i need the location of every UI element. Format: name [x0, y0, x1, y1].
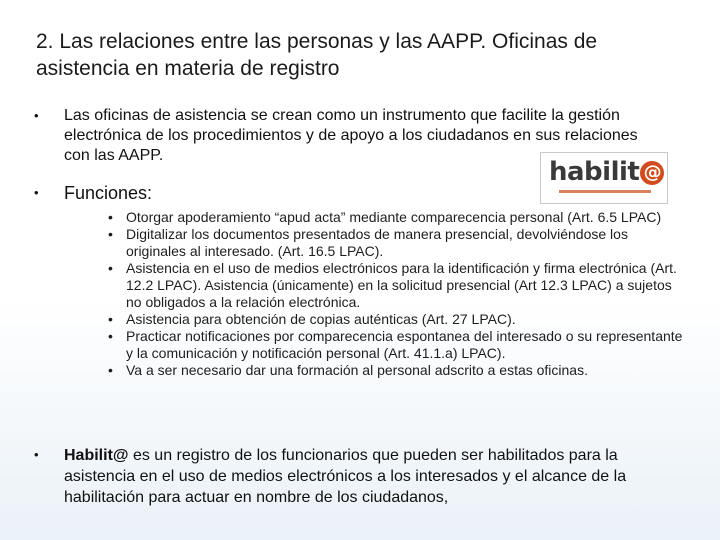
logo-word: habilit — [549, 157, 640, 187]
sub-bullet-dot: • — [108, 311, 113, 327]
sub-bullet-dot: • — [108, 260, 113, 276]
habilita-name: Habilit@ — [64, 447, 129, 464]
logo-wordmark — [549, 157, 664, 187]
bullet-dot: • — [34, 185, 39, 200]
bullet-text: Funciones: — [64, 183, 153, 203]
bullet-dot: • — [34, 447, 39, 462]
function-text: Asistencia para obtención de copias auténticas (Art. 27 LPAC). — [126, 311, 516, 327]
bullet-funciones — [34, 183, 334, 205]
bullet-text: Las oficinas de asistencia se crean como un instrumento que facilite la gestión electrónica de los procedimientos y de apoyo a los ciudadanos en sus relaciones con las AAPP. — [64, 107, 638, 164]
function-text: Practicar notificaciones por comparecencia espontanea del interesado o su representante y la comunicación y notificación personal (Art. 41.1.a) LPAC). — [126, 328, 683, 361]
at-icon: @ — [640, 161, 664, 185]
bullet-dot: • — [34, 108, 39, 123]
sub-bullet-dot: • — [108, 209, 113, 225]
habilita-description: es un registro de los funcionarios que pueden ser habilitados para la asistencia en el uso de medios electrónicos a los interesados y el alcance de la habilitación para actuar en nombre de los ciudadanos, — [64, 447, 627, 506]
sub-bullet-dot: • — [108, 226, 113, 242]
sub-bullet-dot: • — [108, 328, 113, 344]
function-text: Asistencia en el uso de medios electrónicos para la identificación y firma electrónica (Art. 12.2 LPAC). Asistencia (únicamente) en la solicitud presencial (Art 12.3 LPAC) a sujetos no obligados a la relación electrónica. — [126, 260, 677, 310]
habilita-logo — [540, 152, 668, 204]
list-item — [108, 311, 688, 328]
bullet-habilita — [34, 445, 684, 511]
sub-bullet-dot: • — [108, 362, 113, 378]
function-text: Otorgar apoderamiento “apud acta” mediante comparecencia personal (Art. 6.5 LPAC) — [126, 209, 662, 225]
list-item — [108, 209, 688, 226]
logo-tagline-graphic — [559, 190, 651, 193]
list-item — [108, 362, 688, 379]
list-item — [108, 328, 688, 362]
bullet-text — [64, 445, 682, 508]
functions-list — [108, 209, 688, 379]
list-item — [108, 260, 688, 311]
list-item — [108, 226, 688, 260]
function-text: Digitalizar los documentos presentados de manera presencial, devolviéndose los originales al interesado. (Art. 16.5 LPAC). — [126, 226, 628, 259]
function-text: Va a ser necesario dar una formación al personal adscrito a estas oficinas. — [126, 362, 588, 378]
slide-title: 2. Las relaciones entre las personas y las AAPP. Oficinas de asistencia en materia de registro — [36, 30, 598, 80]
